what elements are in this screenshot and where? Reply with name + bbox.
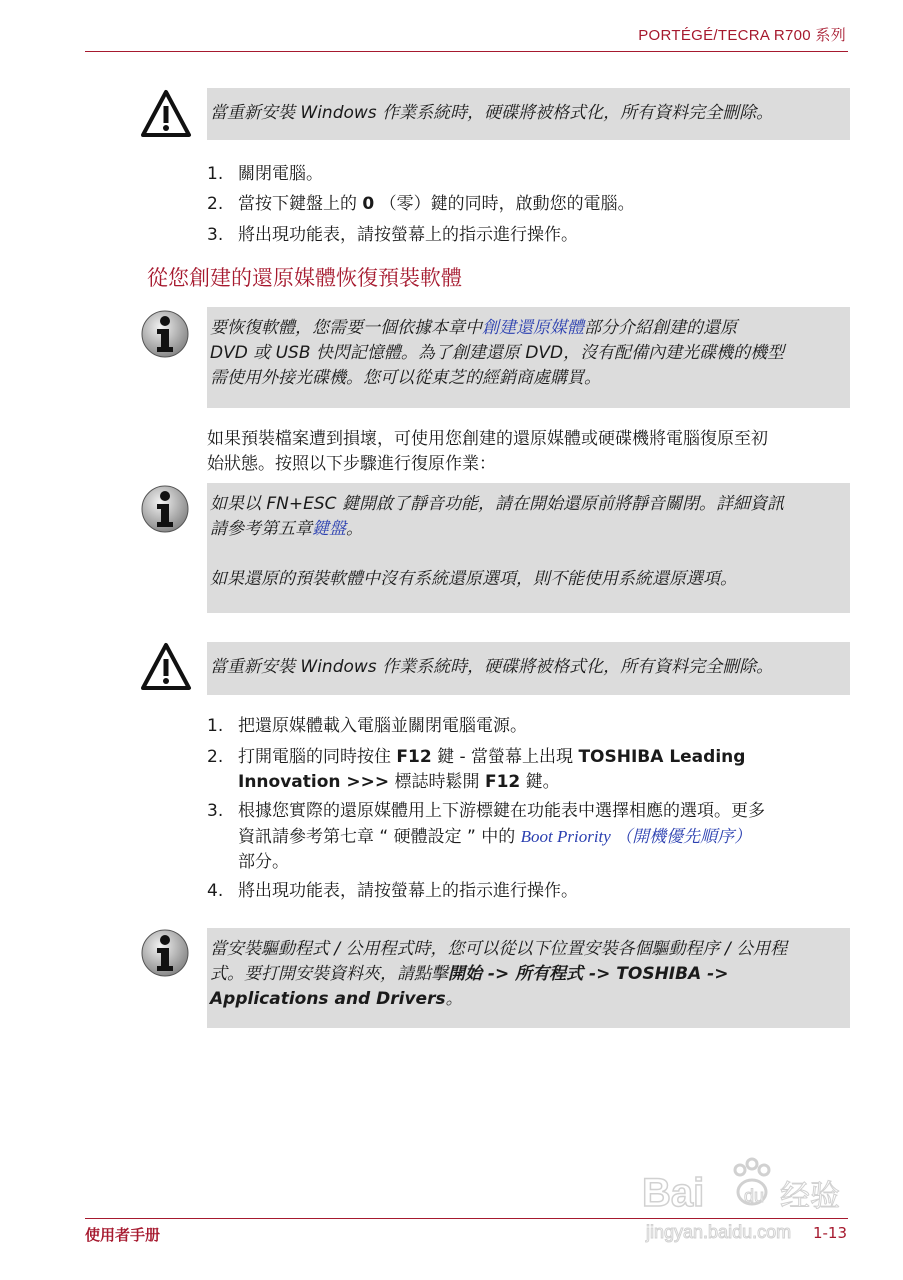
info-icon xyxy=(140,928,190,978)
info-note-3: 當安裝驅動程式 / 公用程式時，您可以從以下位置安裝各個驅動程序 / 公用程 式。要打開安裝資料夾，請點擊開始 -> 所有程式 -> TOSHIBA -> Applications and Drivers。 xyxy=(207,928,850,1028)
list-item: 3. 根據您實際的還原媒體用上下游標鍵在功能表中選擇相應的選項。更多 資訊請參考第七章 “ 硬體設定 ” 中的 Boot Priority （開機優先順序） 部分。 xyxy=(207,801,765,872)
info-icon xyxy=(140,484,190,534)
svg-text:du: du xyxy=(744,1186,765,1206)
page-number: 1-13 xyxy=(812,1224,847,1242)
list-item: 4. 將出現功能表，請按螢幕上的指示進行操作。 xyxy=(207,881,578,901)
svg-text:Bai: Bai xyxy=(642,1171,705,1215)
list-item: 1. 把還原媒體載入電腦並關閉電腦電源。 xyxy=(207,716,527,736)
body-paragraph: 如果預裝檔案遭到損壞，可使用您創建的還原媒體或硬碟機將電腦復原至初 始狀態。按照以下步驟進行復原作業： xyxy=(207,429,768,474)
info-note-2: 如果以 FN+ESC 鍵開啟了靜音功能，請在開始還原前將靜音關閉。詳細資訊 請參考第五章鍵盤。 如果還原的預裝軟體中沒有系統還原選項，則不能使用系統還原選項。 xyxy=(207,483,850,613)
create-recovery-media-link[interactable]: 創建還原媒體 xyxy=(482,318,584,338)
warning-text-1: 當重新安裝 Windows 作業系統時，硬碟將被格式化，所有資料完全刪除。 xyxy=(210,103,774,123)
list-item: 2. 當按下鍵盤上的 0 （零）鍵的同時，啟動您的電腦。 xyxy=(207,194,635,214)
warning-note-2 xyxy=(207,642,850,695)
info-note-1: 要恢復軟體，您需要一個依據本章中創建還原媒體部分介紹創建的還原 DVD 或 USB 快閃記憶體。為了創建還原 DVD，沒有配備內建光碟機的機型 需使用外接光碟機。您可以從東芝的經銷商處購買。 xyxy=(207,307,850,408)
section-title: 從您創建的還原媒體恢復預裝軟體 xyxy=(147,266,462,290)
list-item: 3. 將出現功能表，請按螢幕上的指示進行操作。 xyxy=(207,225,578,245)
svg-text:jingyan.baidu.com: jingyan.baidu.com xyxy=(646,1222,792,1242)
warning-note-1 xyxy=(207,88,850,140)
info-icon xyxy=(140,309,190,359)
svg-text:经验: 经验 xyxy=(780,1179,840,1214)
keyboard-link[interactable]: 鍵盤 xyxy=(312,519,346,539)
warning-icon xyxy=(140,88,192,140)
footer-label: 使用者手册 xyxy=(85,1226,161,1244)
list-item: 1. 關閉電腦。 xyxy=(207,164,323,184)
warning-text-2: 當重新安裝 Windows 作業系統時，硬碟將被格式化，所有資料完全刪除。 xyxy=(210,657,774,677)
boot-priority-link[interactable]: Boot Priority （開機優先順序） xyxy=(520,827,752,846)
footer-rule xyxy=(85,1218,848,1219)
list-item: 2. 打開電腦的同時按住 F12 鍵 - 當螢幕上出現 TOSHIBA Leading Innovation >>> 標誌時鬆開 F12 鍵。 xyxy=(207,747,746,792)
header-title: PORTÉGÉ/TECRA R700 系列 xyxy=(638,27,846,44)
warning-icon xyxy=(140,641,192,693)
header-rule xyxy=(85,51,848,52)
